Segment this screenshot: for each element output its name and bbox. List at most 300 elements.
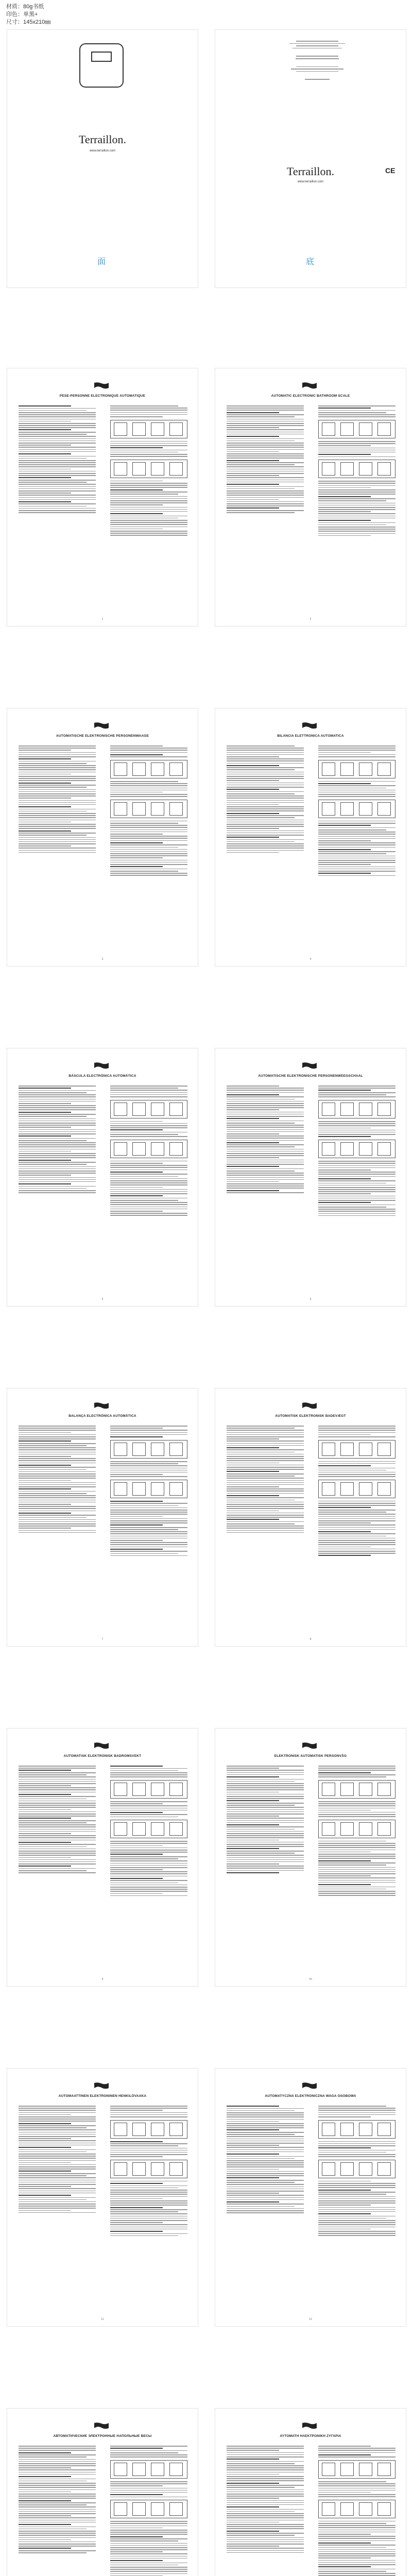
text-line xyxy=(227,2450,279,2451)
text-line xyxy=(19,1449,96,1450)
left-column xyxy=(227,745,304,854)
text-line xyxy=(227,1776,279,1777)
spec-color: 印色：单黑+ xyxy=(6,11,38,18)
text-line xyxy=(19,806,71,807)
manual-page xyxy=(7,2409,198,2576)
text-line xyxy=(110,1551,187,1552)
text-line xyxy=(19,1452,96,1453)
text-line xyxy=(227,2121,279,2122)
text-line xyxy=(19,2145,96,2146)
language-flag-icon xyxy=(302,1402,317,1410)
language-flag-icon xyxy=(302,1742,317,1750)
text-line xyxy=(19,2177,96,2178)
text-line xyxy=(19,2151,87,2153)
text-line xyxy=(19,798,71,799)
text-line xyxy=(227,2171,304,2172)
text-line xyxy=(19,1528,71,1529)
text-line xyxy=(19,820,96,821)
text-line xyxy=(227,2487,295,2488)
text-line xyxy=(19,1173,96,1174)
manual-page xyxy=(7,1388,198,1646)
text-line xyxy=(19,2520,96,2521)
text-line xyxy=(19,2524,71,2525)
text-line xyxy=(227,469,304,470)
text-line xyxy=(227,480,304,481)
text-line xyxy=(19,780,96,781)
text-line xyxy=(227,1502,304,1503)
text-line xyxy=(227,414,304,415)
text-line xyxy=(318,2450,395,2451)
text-line xyxy=(318,2557,371,2558)
text-line xyxy=(19,2168,96,2170)
text-line xyxy=(227,2139,304,2140)
text-line xyxy=(227,1155,304,1156)
text-line xyxy=(227,1831,304,1832)
text-line xyxy=(318,1432,395,1433)
text-line xyxy=(19,1476,96,1477)
text-line xyxy=(19,2541,96,2543)
text-line xyxy=(19,1171,96,1172)
text-line xyxy=(318,1867,395,1868)
text-line xyxy=(318,1514,395,1515)
text-line xyxy=(227,2474,279,2475)
text-line xyxy=(19,1513,71,1514)
text-line xyxy=(19,1818,71,1819)
text-line xyxy=(318,2222,395,2223)
display-diagram xyxy=(318,760,395,778)
text-line xyxy=(110,2196,187,2197)
text-line xyxy=(19,2552,87,2553)
back-cover xyxy=(215,30,406,287)
text-line xyxy=(227,2164,304,2165)
text-line xyxy=(227,495,304,496)
text-line xyxy=(19,1779,96,1780)
text-line xyxy=(19,2138,71,2139)
page-number: 11 xyxy=(101,2318,104,2321)
right-column xyxy=(110,1766,187,1897)
text-line xyxy=(19,2502,96,2503)
text-line xyxy=(318,2569,395,2570)
text-line xyxy=(110,2563,187,2564)
text-line xyxy=(318,1803,395,1804)
text-line xyxy=(227,2533,304,2534)
text-line xyxy=(110,483,187,484)
text-line xyxy=(227,808,304,809)
page-title: BALANÇA ELECTRÓNICA AUTOMÁTICA xyxy=(68,1414,136,1418)
manual-page xyxy=(215,1388,406,1646)
text-line xyxy=(227,1181,279,1182)
text-line xyxy=(19,495,96,496)
text-line xyxy=(19,754,96,755)
text-line xyxy=(318,840,371,841)
display-diagram xyxy=(110,1780,187,1799)
text-line xyxy=(110,511,187,512)
text-line xyxy=(227,1861,304,1862)
text-line xyxy=(318,2536,395,2537)
text-line xyxy=(110,1123,187,1124)
text-line xyxy=(227,1846,304,1847)
text-line xyxy=(19,1805,96,1806)
display-diagram xyxy=(318,2460,395,2479)
text-line xyxy=(318,862,395,863)
text-line xyxy=(318,1850,395,1851)
text-line xyxy=(110,1845,163,1846)
text-line xyxy=(110,860,187,861)
text-line xyxy=(19,506,87,507)
text-line xyxy=(110,1470,187,1471)
text-line xyxy=(19,451,96,452)
text-line xyxy=(19,2500,71,2501)
text-line xyxy=(19,480,96,481)
text-line xyxy=(227,2531,279,2532)
text-line xyxy=(19,1467,96,1468)
text-line xyxy=(19,2154,96,2155)
text-line xyxy=(227,1766,304,1767)
text-line xyxy=(318,1812,395,1813)
text-line xyxy=(227,2189,304,2190)
text-line xyxy=(227,2175,304,2176)
text-line xyxy=(110,2450,187,2451)
text-line xyxy=(19,1500,96,1501)
text-line xyxy=(110,1772,187,1773)
text-line xyxy=(227,471,304,472)
text-line xyxy=(110,2492,187,2493)
text-line xyxy=(110,2205,187,2206)
text-line xyxy=(227,789,279,790)
text-line xyxy=(19,1820,96,1821)
text-line xyxy=(110,1501,163,1502)
text-line xyxy=(227,410,304,411)
text-line xyxy=(19,1792,96,1793)
text-line xyxy=(110,487,187,488)
text-line xyxy=(19,2474,96,2475)
text-line xyxy=(110,869,187,870)
text-line xyxy=(19,1478,96,1479)
text-line xyxy=(19,1855,96,1856)
text-line xyxy=(227,1530,304,1531)
text-line xyxy=(110,1803,163,1804)
text-line xyxy=(318,448,395,449)
text-line xyxy=(110,416,163,417)
text-line xyxy=(19,1109,96,1110)
text-line xyxy=(19,449,96,450)
text-line xyxy=(318,1862,395,1863)
text-line xyxy=(227,438,304,439)
text-line xyxy=(318,2207,395,2208)
text-line xyxy=(227,455,304,456)
text-line xyxy=(110,2235,178,2236)
text-line xyxy=(19,835,87,836)
text-line xyxy=(19,484,96,485)
text-line xyxy=(227,2145,279,2146)
text-line xyxy=(318,450,395,451)
text-line xyxy=(318,1191,395,1192)
text-line xyxy=(318,2181,371,2182)
page-number: 4 xyxy=(309,958,312,961)
text-line xyxy=(318,2553,395,2554)
text-line xyxy=(227,2184,304,2185)
right-column xyxy=(110,1426,187,1557)
text-line xyxy=(110,518,178,519)
text-line xyxy=(227,1430,304,1431)
text-line xyxy=(19,1789,96,1790)
display-diagram xyxy=(318,1440,395,1459)
text-line xyxy=(19,1090,96,1091)
text-line xyxy=(227,815,304,816)
text-line xyxy=(19,1770,71,1771)
text-line xyxy=(19,1484,96,1485)
spec-material: 材质：80g书纸 xyxy=(6,4,44,10)
page-title: AUTOMATISCHE ELEKTRONISCHE PERSONENWEEGSCHAAL xyxy=(258,1074,363,1078)
text-line xyxy=(318,1134,395,1135)
text-line xyxy=(19,410,87,411)
text-line xyxy=(110,862,187,863)
text-line xyxy=(19,2173,96,2174)
text-line xyxy=(19,1123,96,1124)
right-column xyxy=(318,1426,395,1557)
text-line xyxy=(227,2199,304,2200)
text-line xyxy=(318,2231,395,2232)
page-number: 10 xyxy=(309,1978,312,1981)
text-line xyxy=(19,2184,96,2185)
display-diagram xyxy=(110,460,187,478)
text-line xyxy=(318,1503,395,1504)
display-diagram xyxy=(110,800,187,818)
text-line xyxy=(110,823,178,824)
text-line xyxy=(227,1173,304,1174)
text-line xyxy=(227,1121,304,1122)
text-line xyxy=(227,412,279,413)
left-column xyxy=(19,2446,96,2554)
display-diagram xyxy=(110,1480,187,1498)
text-line xyxy=(110,1538,187,1539)
text-line xyxy=(318,2185,395,2186)
text-line xyxy=(227,2448,304,2449)
text-line xyxy=(318,2112,395,2113)
text-line xyxy=(318,527,395,528)
text-line xyxy=(227,1153,304,1154)
text-line xyxy=(227,760,304,761)
text-line xyxy=(227,1837,304,1838)
text-line xyxy=(110,796,187,797)
text-line xyxy=(227,425,304,426)
text-line xyxy=(19,2511,96,2512)
text-line xyxy=(227,2504,304,2505)
text-line xyxy=(227,2151,304,2153)
text-line xyxy=(19,2134,96,2135)
text-line xyxy=(318,1474,395,1475)
text-line xyxy=(227,1171,295,1172)
text-line xyxy=(318,2494,395,2495)
text-line xyxy=(227,447,304,448)
text-line xyxy=(19,843,96,844)
text-line xyxy=(19,2459,96,2460)
text-line xyxy=(318,1856,395,1857)
text-line xyxy=(227,1833,304,1834)
display-diagram xyxy=(318,2120,395,2139)
text-line xyxy=(19,1458,96,1459)
text-line xyxy=(227,2548,304,2549)
text-line xyxy=(318,871,395,872)
text-line xyxy=(110,1518,187,1519)
text-line xyxy=(110,2497,187,2498)
text-line xyxy=(19,1092,87,1093)
text-line xyxy=(318,2490,395,2491)
text-line xyxy=(19,2180,96,2181)
text-line xyxy=(227,2526,304,2527)
text-line xyxy=(227,405,304,406)
text-line xyxy=(318,842,395,843)
text-line xyxy=(110,750,187,751)
text-line xyxy=(318,494,395,495)
text-line xyxy=(318,2545,395,2546)
text-line xyxy=(19,837,96,838)
text-line xyxy=(318,2527,395,2528)
text-line xyxy=(227,1803,304,1804)
text-line xyxy=(19,752,96,753)
text-line xyxy=(318,1801,395,1802)
text-line xyxy=(110,2202,187,2204)
text-line xyxy=(110,2108,187,2109)
text-line xyxy=(19,1491,96,1492)
text-line xyxy=(110,2114,187,2115)
text-line xyxy=(227,804,279,805)
text-line xyxy=(110,1848,187,1849)
text-line xyxy=(318,1772,371,1773)
text-line xyxy=(110,507,187,508)
text-line xyxy=(318,1524,395,1526)
text-line xyxy=(318,516,395,517)
text-line xyxy=(227,2511,295,2512)
text-line xyxy=(227,1866,304,1867)
text-line xyxy=(227,1811,304,1812)
text-line xyxy=(110,875,187,876)
text-line xyxy=(19,2533,96,2534)
text-line xyxy=(19,1436,96,1437)
text-line xyxy=(110,1810,187,1811)
text-line xyxy=(318,456,395,457)
text-line xyxy=(110,849,187,850)
text-line xyxy=(19,1121,96,1122)
text-line xyxy=(227,1179,304,1180)
text-line xyxy=(19,2529,87,2530)
text-line xyxy=(110,2553,187,2554)
text-line xyxy=(318,498,395,499)
text-line xyxy=(110,500,187,501)
text-line xyxy=(110,520,187,521)
text-line xyxy=(318,873,371,874)
back-caption: 底 xyxy=(306,258,315,266)
text-line xyxy=(227,1443,304,1444)
text-line xyxy=(19,423,96,424)
text-line xyxy=(19,490,96,492)
text-line xyxy=(19,831,71,832)
text-line xyxy=(227,2129,279,2130)
text-line xyxy=(318,788,386,789)
text-line xyxy=(318,748,395,749)
text-line xyxy=(227,1449,304,1450)
text-line xyxy=(110,2143,187,2144)
text-line xyxy=(19,2469,96,2470)
text-line xyxy=(19,1829,96,1830)
text-line xyxy=(110,781,178,782)
text-line xyxy=(19,1127,71,1128)
text-line xyxy=(227,2552,304,2553)
text-line xyxy=(227,497,304,498)
text-line xyxy=(227,1519,279,1520)
text-line xyxy=(318,1854,395,1855)
language-flag-icon xyxy=(302,722,317,730)
text-line xyxy=(19,1863,96,1865)
text-line xyxy=(227,2108,304,2109)
text-line xyxy=(227,2535,295,2536)
text-line xyxy=(110,2545,187,2546)
text-line xyxy=(110,790,187,791)
text-line xyxy=(110,524,187,525)
text-line xyxy=(318,2571,386,2572)
text-line xyxy=(110,2216,187,2217)
text-line xyxy=(227,1478,304,1479)
text-line xyxy=(227,2156,304,2157)
text-line xyxy=(19,772,96,773)
text-line xyxy=(19,758,71,759)
text-line xyxy=(318,2483,395,2484)
text-line xyxy=(318,1215,395,1216)
text-line xyxy=(318,2218,386,2219)
text-line xyxy=(318,856,395,857)
text-line xyxy=(318,2194,386,2195)
text-line xyxy=(318,2106,386,2107)
text-line xyxy=(19,1177,96,1178)
text-line xyxy=(318,2538,395,2539)
text-line xyxy=(19,2463,96,2464)
text-line xyxy=(227,2498,279,2499)
text-line xyxy=(19,1454,96,1455)
text-line xyxy=(227,1177,304,1178)
text-line xyxy=(110,2536,163,2537)
text-line xyxy=(227,833,304,834)
left-column xyxy=(227,1086,304,1194)
text-line xyxy=(19,2195,71,2196)
text-line xyxy=(19,767,96,768)
text-line xyxy=(318,535,371,536)
text-line xyxy=(19,765,96,766)
text-line xyxy=(227,2472,304,2473)
text-line xyxy=(19,2166,96,2167)
text-line xyxy=(110,873,187,874)
text-line xyxy=(19,1181,96,1182)
text-line xyxy=(318,405,395,406)
text-line xyxy=(110,1860,187,1861)
text-line xyxy=(110,1180,187,1181)
text-line xyxy=(227,2212,304,2213)
text-line xyxy=(318,520,371,521)
text-line xyxy=(110,1516,163,1517)
manual-page xyxy=(7,368,198,626)
text-line xyxy=(318,1814,395,1815)
language-flag-icon xyxy=(94,1402,109,1410)
text-line xyxy=(227,2506,279,2507)
text-line xyxy=(110,408,187,409)
text-line xyxy=(19,1785,71,1786)
text-line xyxy=(19,2472,96,2473)
text-line xyxy=(19,828,96,829)
text-line xyxy=(110,2154,187,2155)
text-line xyxy=(227,1816,279,1817)
text-line xyxy=(19,1140,87,1141)
text-line xyxy=(227,1848,279,1849)
text-line xyxy=(19,2129,96,2130)
